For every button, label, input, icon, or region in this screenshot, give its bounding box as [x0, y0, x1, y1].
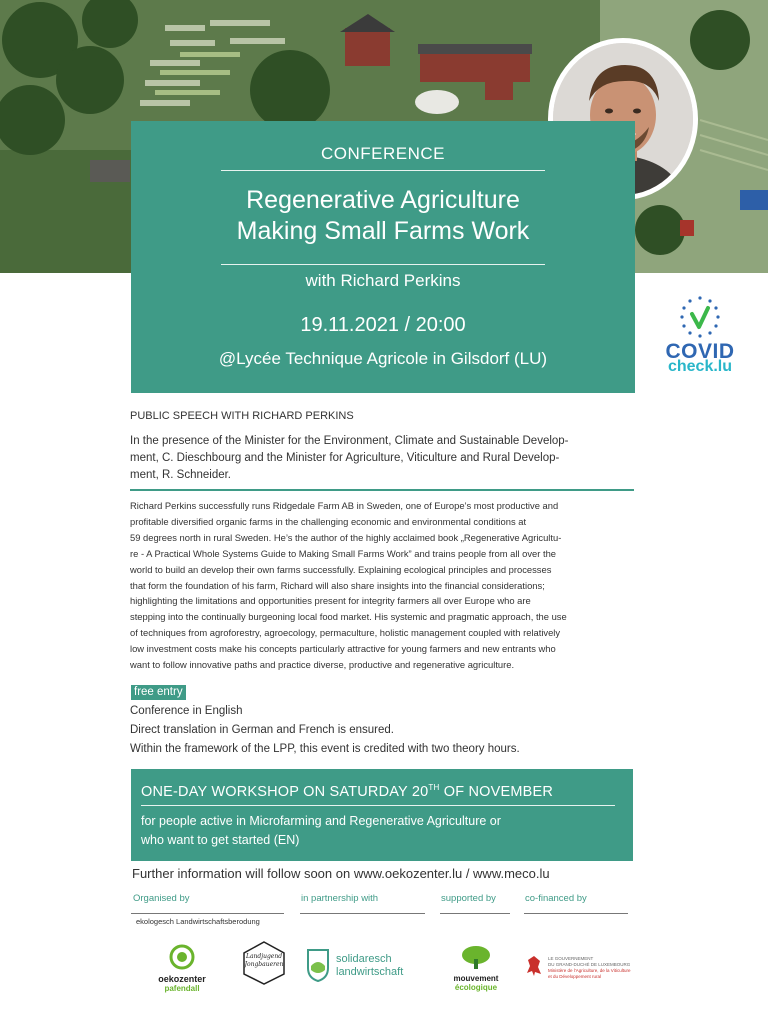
oekozenter-logo-subtext: pafendall — [164, 984, 200, 993]
workshop-title — [141, 783, 553, 800]
organised-by-label: Organised by — [133, 893, 190, 904]
title-divider-top — [221, 170, 545, 171]
bio-line: that form the foundation of his farm, Richard will also share insights into the financial considerations; — [130, 579, 545, 591]
credit-divider — [131, 913, 284, 914]
oekozenter-emblem-icon — [167, 944, 197, 970]
partnership-label: in partnership with — [301, 893, 379, 904]
bio-line: of techniques from agroforestry, agroecology, permaculture, holistic management coupled with relatively — [130, 627, 561, 639]
solidaresch-logo-text: solidaresch — [336, 953, 392, 965]
event-title-box — [131, 121, 635, 393]
section-divider — [130, 489, 634, 491]
covid-badge-title: COVID — [665, 340, 735, 363]
check-stars-icon — [652, 294, 748, 338]
workshop-description — [141, 812, 501, 850]
workshop-title-ordinal: TH — [428, 783, 440, 792]
bio-line: want to follow innovative paths and practice diverse, productive and regenerative agriculture. — [130, 659, 515, 671]
covid-check-badge — [652, 294, 748, 378]
speaker-line: with Richard Perkins — [305, 271, 461, 290]
event-title-line2: Making Small Farms Work — [236, 217, 530, 245]
covid-badge-domain: check.lu — [667, 358, 733, 375]
jongbaueren-logo-subtext: Jongbaueren — [244, 961, 284, 968]
speech-intro — [130, 433, 600, 484]
title-divider-bottom — [221, 264, 545, 265]
oekozenter-logo-text: oekozenter — [158, 974, 206, 984]
bio-line: world to build an develop their own farms successfully. Explaining ecological principles and processes — [130, 563, 552, 575]
government-logo — [526, 955, 634, 981]
lion-crest-icon — [526, 955, 542, 977]
translation-note: Direct translation in German and French is ensured. — [130, 724, 394, 736]
language-note: Conference in English — [130, 705, 243, 717]
workshop-title-month: OF NOVEMBER — [439, 783, 554, 800]
bio-line: low investment costs make his concepts particularly attractive for young farmers and new entrants who — [130, 643, 556, 655]
supported-by-label: supported by — [441, 893, 496, 904]
workshop-desc-line: who want to get started (EN) — [141, 833, 300, 847]
event-title-line1: Regenerative Agriculture — [246, 186, 520, 214]
mouvement-logo-text: mouvement — [453, 974, 499, 983]
government-logo-line4: et du Développement rural — [548, 974, 602, 979]
further-info-links[interactable]: Further information will follow soon on www.oekozenter.lu / www.meco.lu — [132, 866, 550, 881]
event-title — [131, 185, 635, 247]
government-logo-line2: DU GRAND-DUCHÉ DE LUXEMBOURG — [548, 962, 631, 967]
credit-divider — [524, 913, 628, 914]
credit-divider — [300, 913, 425, 914]
tree-icon — [460, 945, 492, 969]
intro-line: In the presence of the Minister for the Environment, Climate and Sustainable Develop- — [130, 435, 569, 447]
event-type-label: CONFERENCE — [320, 144, 445, 163]
bio-line: stepping into the continually burgeoning local food market. His systemic and pragmatic approach, the use — [130, 611, 567, 623]
jongbaueren-logo-text: Landjugend — [245, 953, 283, 960]
lpp-note: Within the framework of the LPP, this event is credited with two theory hours. — [130, 743, 520, 755]
solidaresch-logo-subtext: landwirtschaft — [336, 966, 404, 978]
bio-line: re - A Practical Whole Systems Guide to Making Small Farms Work” and trains people from all over the — [130, 547, 557, 559]
bio-line: Richard Perkins successfully runs Ridgedale Farm AB in Sweden, one of Europe’s most productive and — [130, 500, 559, 511]
government-logo-line1: LE GOUVERNEMENT — [548, 956, 594, 961]
intro-line: ment, R. Schneider. — [130, 469, 231, 481]
intro-line: ment, C. Dieschbourg and the Minister for Agriculture, Viticulture and Rural Develop- — [130, 452, 560, 464]
co-financed-label: co-financed by — [525, 893, 587, 904]
bio-line: 59 degrees north in rural Sweden. He’s the author of the highly acclaimed book „Regenerative Agricultu- — [130, 531, 562, 543]
bio-line: highlighting the limitations and opportunities present for integrity farmers all over Europe who are — [130, 595, 531, 607]
speaker-bio — [130, 498, 630, 673]
workshop-desc-line: for people active in Microfarming and Regenerative Agriculture or — [141, 814, 501, 828]
speech-heading: PUBLIC SPEECH WITH RICHARD PERKINS — [130, 410, 354, 422]
mouvement-ecologique-logo — [441, 945, 511, 991]
solidaresch-logo — [306, 948, 424, 984]
event-venue: @Lycée Technique Agricole in Gilsdorf (LU) — [218, 349, 548, 368]
jongbaueren-logo — [240, 940, 288, 986]
organiser-name: ekologesch Landwirtschaftsberodung — [136, 917, 260, 926]
free-entry-badge: free entry — [131, 685, 186, 700]
event-date-time: 19.11.2021 / 20:00 — [300, 314, 466, 336]
workshop-title-main: ONE-DAY WORKSHOP ON SATURDAY 20 — [141, 783, 429, 800]
credit-divider — [440, 913, 510, 914]
solidaresch-shield-icon — [306, 948, 330, 982]
mouvement-logo-subtext: écologique — [454, 983, 498, 992]
workshop-divider — [141, 805, 615, 806]
government-logo-line3: Ministère de l’Agriculture, de la Viticulture — [548, 968, 631, 973]
bio-line: profitable diversified organic farms in the challenging economic and environmental conditions at — [130, 515, 527, 527]
oekozenter-logo — [147, 944, 217, 992]
workshop-box — [131, 769, 633, 861]
